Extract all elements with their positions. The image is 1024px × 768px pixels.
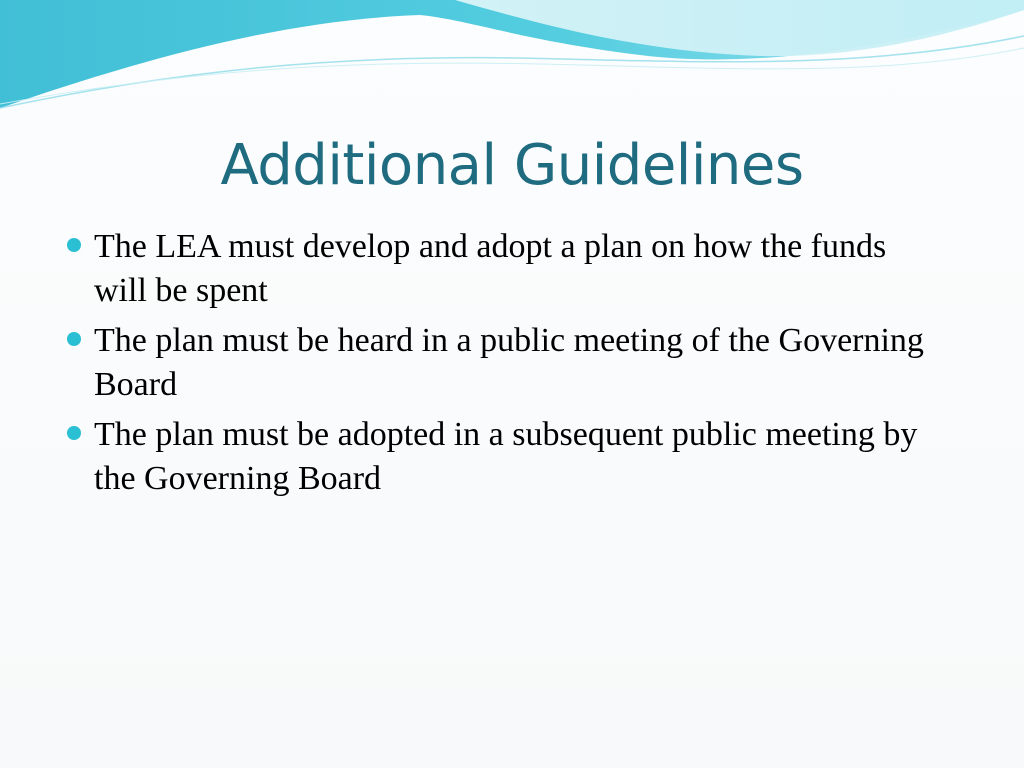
- bullet-item: [66, 319, 946, 407]
- slide-title: Additional Guidelines: [220, 133, 804, 198]
- bullet-list: [66, 225, 946, 507]
- bullet-text: The plan must be heard in a public meeting of the Governing Board: [94, 322, 924, 403]
- bullet-dot-icon: [67, 238, 81, 252]
- bullet-dot-icon: [67, 426, 81, 440]
- bullet-item: [66, 225, 946, 313]
- bullet-text: The LEA must develop and adopt a plan on how the funds will be spent: [94, 228, 887, 309]
- decorative-wave-banner: [0, 0, 1024, 130]
- bullet-item: [66, 413, 946, 501]
- bullet-text: The plan must be adopted in a subsequent public meeting by the Governing Board: [94, 416, 918, 497]
- bullet-dot-icon: [67, 332, 81, 346]
